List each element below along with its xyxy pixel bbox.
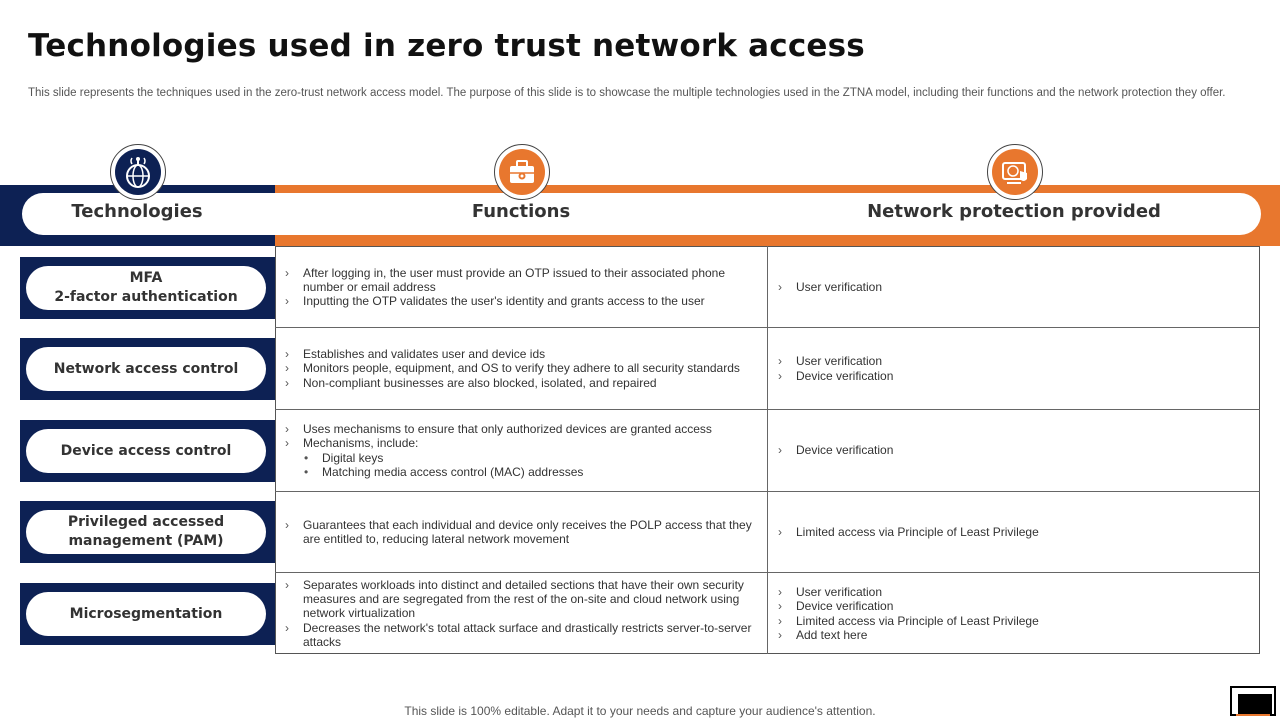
- column-header-functions: Functions: [471, 201, 571, 222]
- function-item: › After logging in, the user must provide an OTP issued to their associated phone number or email address: [285, 266, 755, 295]
- functions-cell: [285, 492, 755, 572]
- functions-icon-badge: [494, 144, 550, 200]
- technology-label: Network access control: [26, 347, 266, 391]
- protection-cell: [778, 410, 1248, 491]
- functions-cell: [285, 410, 755, 491]
- page-title: Technologies used in zero trust network access: [28, 28, 865, 64]
- protection-item: › Limited access via Principle of Least Privilege: [778, 525, 1248, 539]
- protection-cell: [778, 328, 1248, 409]
- column-header-protection: Network protection provided: [867, 201, 1161, 222]
- function-item: › Decreases the network's total attack surface and drastically restricts server-to-server attacks: [285, 621, 755, 650]
- protection-cell: [778, 573, 1248, 654]
- functions-cell: [285, 328, 755, 409]
- protection-item: › User verification: [778, 354, 1248, 368]
- protection-cell: [778, 492, 1248, 572]
- protection-item: › Device verification: [778, 369, 1248, 383]
- slide-description: This slide represents the techniques used in the zero-trust network access model. The purpose of this slide is to showcase the multiple technologies used in the ZTNA model, including their functions and the network protection they offer.: [28, 87, 1226, 99]
- technology-row-microsegmentation: [20, 583, 275, 645]
- protection-item: › Device verification: [778, 599, 1248, 613]
- technology-row-pam: [20, 501, 275, 563]
- antenna-globe-icon: [115, 149, 161, 195]
- protection-item: › User verification: [778, 280, 1248, 294]
- function-item: › Establishes and validates user and device ids: [285, 347, 755, 361]
- shield-globe-icon: [992, 149, 1038, 195]
- function-item: › Non-compliant businesses are also blocked, isolated, and repaired: [285, 376, 755, 390]
- technology-label: Microsegmentation: [26, 592, 266, 636]
- column-divider: [767, 246, 768, 654]
- protection-icon-badge: [987, 144, 1043, 200]
- column-header-technologies: Technologies: [71, 201, 203, 222]
- protection-item: › Device verification: [778, 443, 1248, 457]
- function-item: › Separates workloads into distinct and detailed sections that have their own security measures and are segregated from the rest of the on-site and cloud network using network virtualization: [285, 578, 755, 621]
- function-item: › Monitors people, equipment, and OS to verify they adhere to all security standards: [285, 361, 755, 375]
- toolbox-gear-icon: [499, 149, 545, 195]
- thumbnail-accent: [1236, 714, 1270, 716]
- functions-cell: [285, 247, 755, 327]
- technology-row-mfa: [20, 257, 275, 319]
- slide-nav-thumbnail[interactable]: [1230, 686, 1276, 716]
- function-item: › Guarantees that each individual and device only receives the POLP access that they are entitled to, reducing lateral network movement: [285, 518, 755, 547]
- thumbnail-fill: [1238, 694, 1272, 714]
- function-item: › Uses mechanisms to ensure that only authorized devices are granted access: [285, 422, 755, 436]
- protection-item: › Add text here: [778, 628, 1248, 642]
- technology-row-dac: [20, 420, 275, 482]
- technology-label: Device access control: [26, 429, 266, 473]
- functions-cell: [285, 573, 755, 654]
- function-item: › Inputting the OTP validates the user's identity and grants access to the user: [285, 294, 755, 308]
- technology-row-nac: [20, 338, 275, 400]
- protection-cell: [778, 247, 1248, 327]
- technology-label: Privileged accessed management (PAM): [26, 510, 266, 554]
- function-item: › Mechanisms, include:: [285, 436, 755, 450]
- protection-item: › User verification: [778, 585, 1248, 599]
- footer-note: This slide is 100% editable. Adapt it to your needs and capture your audience's attention.: [404, 704, 876, 718]
- function-sub-item: • Matching media access control (MAC) addresses: [285, 465, 755, 479]
- function-sub-item: • Digital keys: [285, 451, 755, 465]
- technology-label: MFA 2-factor authentication: [26, 266, 266, 310]
- technologies-icon-badge: [110, 144, 166, 200]
- protection-item: › Limited access via Principle of Least Privilege: [778, 614, 1248, 628]
